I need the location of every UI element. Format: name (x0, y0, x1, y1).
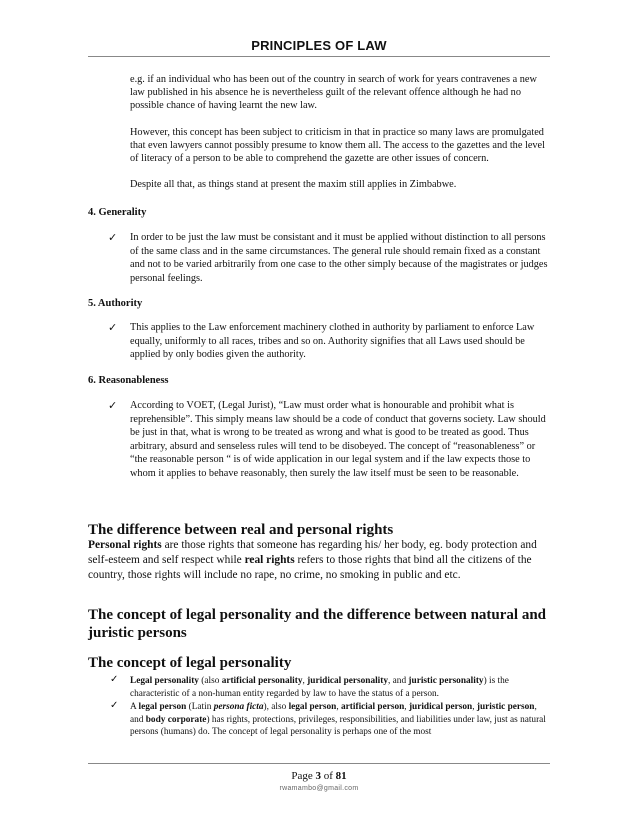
footer-divider (88, 763, 550, 764)
term-personal-rights: Personal rights (88, 539, 162, 551)
checkmark-icon: ✓ (108, 232, 118, 244)
checkmark-icon: ✓ (108, 400, 118, 412)
section-heading-authority: 5. Authority (88, 298, 143, 309)
legal-person-definition: A legal person (Latin persona ficta), also legal person, artificial person, juridical person, juristic person, and body corporate) has rights, protections, privileges, responsibilities, and liabilities under law, just as natural persons (humans) do. The concept of legal personality is perhaps one of the most (130, 702, 546, 737)
header-divider (88, 56, 550, 57)
intro-paragraph-3: Despite all that, as things stand at present the maxim still applies in Zimbabwe. (130, 179, 457, 190)
section-text-generality: In order to be just the law must be consistant and it must be applied without distinction to all persons of the same class and in the same circumstances. The general rule should remain fixed as a constant and not to be varied arbitrarily from one case to the other simply because of the magistrates or judges personal feelings. (130, 232, 548, 284)
section-heading-reasonableness: 6. Reasonableness (88, 375, 169, 386)
section-text-authority: This applies to the Law enforcement machinery clothed in authority by parliament to enforce Law equally, uniformly to all races, tribes and so on. Authority signifies that all Laws used should be applied by only bodies given the authority. (130, 322, 535, 361)
section-text-reasonableness: According to VOET, (Legal Jurist), “Law must order what is honourable and prohibit what is reprehensible”. This simply means law should be a code of conduct that governs society. Law should be just in that, what is wrong to be treated as wrong and what is good to be treated as good. Thus arbitrary, absurd and senseless rules will tend to be disobeyed. The concept of “reasonableness” or “the reasonable person “ is of wide application in our legal system and if the law expects those to whom it applies to behave reasonably, then surely the law itself must be seen to be reasonable. (130, 400, 546, 479)
checkmark-icon: ✓ (110, 700, 119, 711)
personality-subheading: The concept of legal personality (88, 655, 292, 671)
section-heading-generality: 4. Generality (88, 207, 147, 218)
checkmark-icon: ✓ (108, 322, 118, 334)
rights-heading: The difference between real and personal rights (88, 522, 394, 538)
footer-email: rwamambo@gmail.com (279, 785, 359, 792)
personality-heading: The concept of legal personality and the difference between natural and juristic persons (88, 607, 547, 641)
page-number: Page 3 of 81 (291, 770, 347, 782)
intro-paragraph-1: e.g. if an individual who has been out of the country in search of work for years contravenes a new law published in his absence he is nevertheless guilt of the relevant offence although he had no possible chance of having learnt the new law. (130, 74, 537, 112)
term-real-rights: real rights (244, 553, 295, 566)
rights-paragraph: Personal rights are those rights that someone has regarding his/ her body, eg. body protection and self-esteem and self respect while real rights refers to those rights that bind all the citizens of the country, those rights will include no rape, no crime, no smoking in public and etc. (88, 539, 537, 581)
page-header-title: PRINCIPLES OF LAW (251, 38, 387, 53)
intro-paragraph-2: However, this concept has been subject to criticism in that in practice so many laws are promulgated that even lawyers cannot possibly presume to know them all. The access to the gazettes and the level of literacy of a person to be able to comprehend the gazette are other issues of concern. (130, 127, 545, 165)
legal-personality-definition: Legal personality (also artificial personality, juridical personality, and juristic personality) is the characteristic of a non-human entity regarded by law to have the status of a person. (130, 676, 509, 699)
checkmark-icon: ✓ (110, 674, 119, 685)
